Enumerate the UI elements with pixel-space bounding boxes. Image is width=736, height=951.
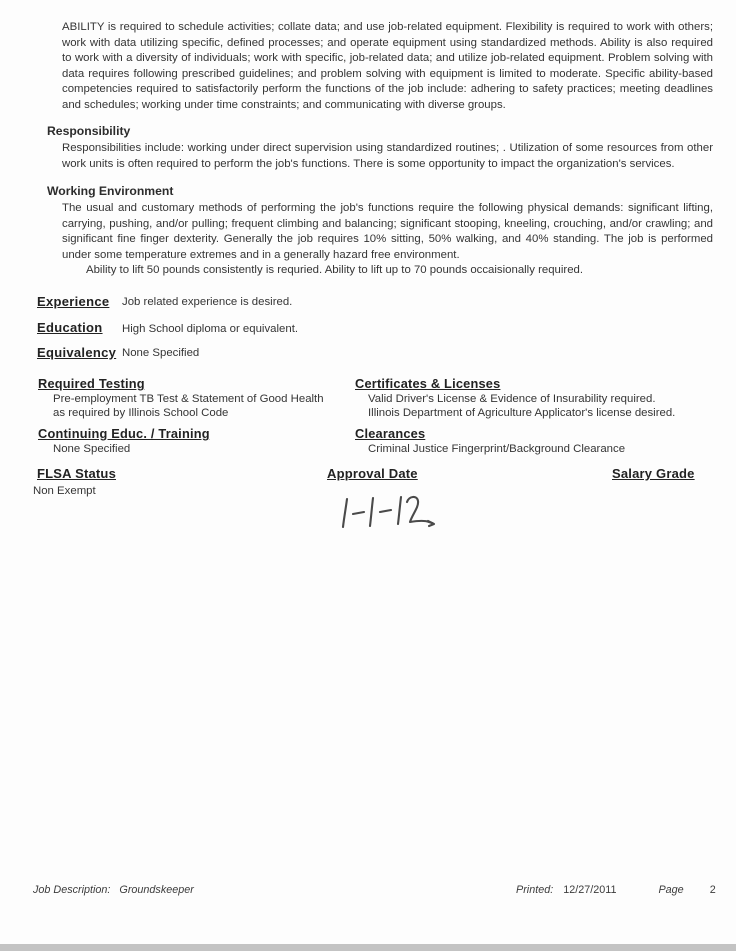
education-label: Education [37, 320, 103, 335]
certificates-licenses-line-2: Illinois Department of Agriculture Applicator's license desired. [368, 407, 676, 419]
handwritten-approval-date [333, 490, 453, 538]
required-testing-line-2: as required by Illinois School Code [53, 407, 229, 419]
job-title: Groundskeeper [119, 884, 194, 896]
flsa-status-value: Non Exempt [33, 485, 96, 497]
equivalency-value: None Specified [122, 347, 200, 359]
ability-paragraph: ABILITY is required to schedule activities; collate data; and use job-related equipment. Flexibility is required to work with others; work with data utilizing specific, defined processes; and operate equipment using standardized methods. Ability is also required to work with a diversity of individuals; work with specific, job-related data; and utilize job-related equipment. Problem solving with data requires following prescribed guidelines; and problem solving with equipment is limited to moderate. Specific ability-based competencies required to satisfactorily perform the functions of the job include: adhering to safety practices; meeting deadlines and schedules; working under time constraints; and communicating with diverse groups. [62, 21, 713, 111]
certificates-licenses-heading: Certificates & Licenses [355, 376, 501, 391]
required-testing-heading: Required Testing [38, 376, 145, 391]
equivalency-label: Equivalency [37, 345, 117, 360]
page-label: Page [658, 884, 684, 896]
certificates-licenses-line-1: Valid Driver's License & Evidence of Insurability required. [368, 393, 656, 405]
job-description-label: Job Description: [33, 884, 111, 896]
approval-date-heading: Approval Date [327, 466, 418, 481]
flsa-status-heading: FLSA Status [37, 466, 117, 481]
lift-requirements-note: Ability to lift 50 pounds consistently is requried. Ability to lift up to 70 pounds occaisionally required. [86, 264, 584, 276]
scan-edge-strip [0, 944, 736, 951]
clearances-heading: Clearances [355, 426, 426, 441]
responsibility-heading: Responsibility [47, 124, 131, 138]
experience-label: Experience [37, 294, 110, 309]
footer-job-description [33, 884, 194, 896]
printed-label: Printed: [516, 884, 554, 896]
salary-grade-heading: Salary Grade [612, 466, 695, 481]
education-value: High School diploma or equivalent. [122, 323, 299, 335]
experience-value: Job related experience is desired. [122, 296, 293, 308]
page-number: 2 [709, 884, 716, 896]
clearances-line-1: Criminal Justice Fingerprint/Background Clearance [368, 443, 626, 455]
required-testing-line-1: Pre-employment TB Test & Statement of Good Health [53, 393, 324, 405]
responsibility-body: Responsibilities include: working under direct supervision using standardized routines; . Utilization of some resources from other work units is often required to perform the job's functions. There is some opportunity to impact the organization's services. [62, 142, 713, 170]
printed-date: 12/27/2011 [563, 884, 617, 896]
working-environment-heading: Working Environment [47, 184, 174, 198]
continuing-educ-heading: Continuing Educ. / Training [38, 426, 210, 441]
footer-print-info [516, 884, 716, 896]
working-environment-body: The usual and customary methods of performing the job's functions require the following physical demands: significant lifting, carrying, pushing, and/or pulling; frequent climbing and balancing; significant stooping, kneeling, crouching, and/or crawling; and significant fine finger dexterity. Generally the job requires 10% sitting, 50% walking, and 40% standing. The job is performed under some temperature extremes and in a generally hazard free environment. [62, 202, 713, 261]
continuing-educ-line-1: None Specified [53, 443, 131, 455]
